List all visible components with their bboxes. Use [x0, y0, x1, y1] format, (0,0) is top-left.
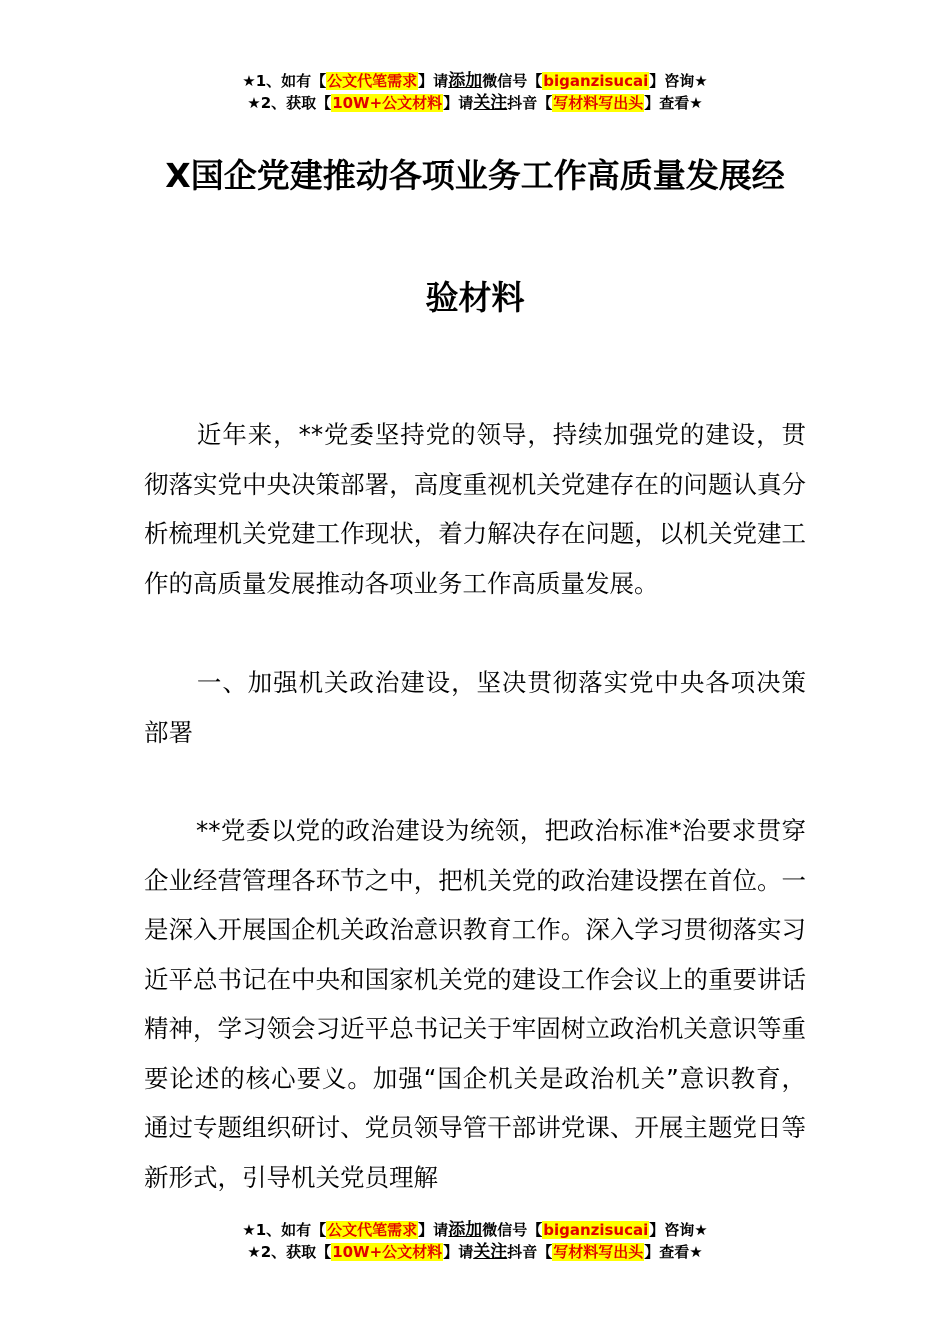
promo-line-1 [0, 70, 950, 92]
promo-text: ★1、如有【 [242, 72, 327, 90]
promo-text: ★2、获取【 [247, 94, 332, 112]
promo-line-2 [0, 92, 950, 114]
promo-text: 】咨询★ [649, 72, 708, 90]
promo-highlight: 公文代笔需求 [327, 1221, 418, 1239]
promo-text: 微信号【 [482, 72, 543, 90]
promo-highlight: 公文代笔需求 [327, 72, 418, 90]
promo-emphasis: 关注 [473, 1242, 508, 1262]
promo-highlight: 写材料写出头 [553, 1243, 644, 1261]
promo-text: 抖音【 [507, 94, 553, 112]
promo-text: 】查看★ [644, 94, 703, 112]
promo-text: 抖音【 [507, 1243, 553, 1261]
promo-emphasis: 关注 [473, 93, 508, 113]
document-title-line-1: X国企党建推动各项业务工作高质量发展经 [165, 156, 785, 195]
promo-highlight: 10W+公文材料 [332, 1243, 443, 1261]
promo-emphasis: 添加 [448, 71, 483, 91]
section-heading [144, 658, 806, 757]
promo-line-2 [0, 1241, 950, 1263]
promo-highlight: biganzisucai [543, 1221, 649, 1239]
promo-highlight: 写材料写出头 [553, 94, 644, 112]
promo-text: 微信号【 [482, 1221, 543, 1239]
promo-text: 】咨询★ [649, 1221, 708, 1239]
promo-highlight: biganzisucai [543, 72, 649, 90]
promo-text: ★2、获取【 [247, 1243, 332, 1261]
body-paragraph [144, 410, 806, 608]
paragraph-text: **党委以党的政治建设为统领，把政治标准*治要求贯穿企业经营管理各环节之中，把机关党的政治建设摆在首位。一是深入开展国企机关政治意识教育工作。深入学习贯彻落实习近平总书记在中央和国家机关党的建设工作会议上的重要讲话精神，学习领会习近平总书记关于牢固树立政治机关意识等重要论述的核心要义。加强“国企机关是政治机关”意识教育，通过专题组织研讨、党员领导管干部讲党课、开展主题党日等新形式，引导机关党员理解 [144, 816, 806, 1192]
promo-highlight: 10W+公文材料 [332, 94, 443, 112]
promo-text: 】请 [418, 1221, 449, 1239]
promo-text: 】请 [443, 94, 474, 112]
body-paragraph [144, 806, 806, 1202]
promo-line-1 [0, 1219, 950, 1241]
promo-text: 】查看★ [644, 1243, 703, 1261]
promo-text: 】请 [418, 72, 449, 90]
section-heading-text: 一、加强机关政治建设，坚决贯彻落实党中央各项决策部署 [144, 668, 806, 747]
paragraph-text: 近年来，**党委坚持党的领导，持续加强党的建设，贯彻落实党中央决策部署，高度重视机关党建存在的问题认真分析梳理机关党建工作现状，着力解决存在问题，以机关党建工作的高质量发展推动各项业务工作高质量发展。 [144, 420, 806, 598]
footer-promo-banner [0, 1219, 950, 1263]
document-title-line-2: 验材料 [425, 278, 525, 317]
promo-text: ★1、如有【 [242, 1221, 327, 1239]
promo-text: 】请 [443, 1243, 474, 1261]
promo-emphasis: 添加 [448, 1220, 483, 1240]
header-promo-banner [0, 70, 950, 114]
